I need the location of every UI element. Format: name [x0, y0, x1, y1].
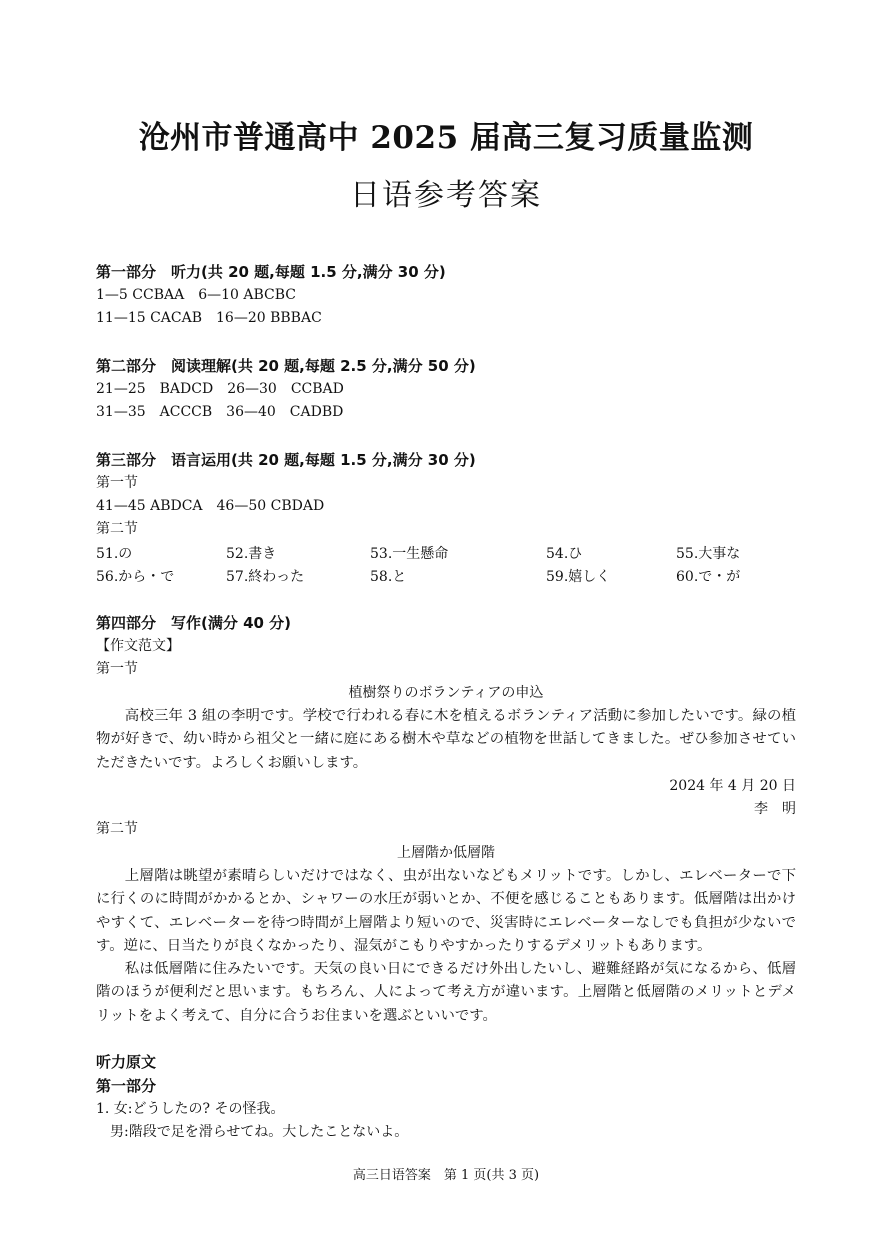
- essay1-paragraph: 高校三年 3 組の李明です。学校で行われる春に木を植えるボランティア活動に参加したいです。緑の植物が好きで、幼い時から祖父と一緒に庭にある樹木や草などの植物を世話してきました。ぜひ参加させていただきたいです。よろしくお願いします。: [96, 708, 796, 771]
- answer-cell: 59.嬉しく: [546, 569, 611, 585]
- part4-section1-label: 第一节: [96, 661, 138, 677]
- page-title: 沧州市普通高中 2025 届高三复习质量监测: [138, 120, 754, 156]
- dialogue-line: 1. 女:どうしたの? その怪我。: [96, 1101, 285, 1117]
- part4-section2: [96, 818, 796, 1028]
- answer-cell: 52.書き: [226, 546, 277, 562]
- answer-cell: 51.の: [96, 546, 133, 562]
- answer-cell: 53.一生懸命: [370, 546, 449, 562]
- part3-section1-answers: 41—45 ABDCA 46—50 CBDAD: [96, 498, 325, 514]
- part3-section1-label: 第一节: [96, 475, 138, 491]
- part4-section: [96, 611, 796, 821]
- part2-heading: 第二部分 阅读理解(共 20 题,每题 2.5 分,满分 50 分): [96, 357, 476, 375]
- page-subtitle: 日语参考答案: [350, 178, 542, 213]
- dialogue-line: 男:階段で足を滑らせてね。大したことないよ。: [110, 1124, 409, 1140]
- essay1-name: 李 明: [754, 800, 796, 817]
- essay2-paragraph: 私は低層階に住みたいです。天気の良い日にできるだけ外出したいし、避難経路が気になるから、低層階のほうが便利だと思います。もちろん、人によって考え方が違います。上層階と低層階のメリットとデメリットをよく考えて、自分に合うお住まいを選ぶといいです。: [96, 961, 796, 1024]
- answer-cell: 56.から・で: [96, 569, 175, 585]
- essay2-paragraph: 上層階は眺望が素晴らしいだけではなく、虫が出ないなどもメリットです。しかし、エレベーターで下に行くのに時間がかかるとか、シャワーの水圧が弱いとか、不便を感じることもあります。低層階は出かけやすくて、エレベーターを待つ時間が上層階より短いので、災害時にエレベーターなしでも負担が少ないです。逆に、日当たりが良くなかったり、湿気がこもりやすかったりするデメリットもあります。: [96, 868, 796, 954]
- essay1-title: 植樹祭りのボランティアの申込: [348, 685, 544, 701]
- part3-section: [96, 448, 796, 541]
- listening-part-label: 第一部分: [96, 1077, 157, 1095]
- part4-section2-label: 第二节: [96, 821, 138, 837]
- part1-heading: 第一部分 听力(共 20 题,每题 1.5 分,满分 30 分): [96, 263, 446, 281]
- answer-cell: 57.終わった: [226, 569, 305, 585]
- part2-section: [96, 354, 796, 424]
- page-footer: 高三日语答案 第 1 页(共 3 页): [352, 1168, 540, 1183]
- part4-heading: 第四部分 写作(满分 40 分): [96, 614, 292, 632]
- listening-transcript-section: [96, 1050, 796, 1144]
- part1-section: [96, 260, 796, 330]
- part1-answers-line: 1—5 CCBAA 6—10 ABCBC: [96, 287, 296, 303]
- part1-answers-line: 11—15 CACAB 16—20 BBBAC: [96, 310, 322, 326]
- answer-cell: 54.ひ: [546, 546, 583, 562]
- essay1-date: 2024 年 4 月 20 日: [669, 777, 796, 794]
- part3-section2-label: 第二节: [96, 521, 138, 537]
- listening-heading: 听力原文: [96, 1053, 157, 1071]
- part2-answers-line: 31—35 ACCCB 36—40 CADBD: [96, 404, 344, 420]
- answer-cell: 58.と: [370, 569, 407, 585]
- model-essay-label: 【作文范文】: [96, 638, 180, 654]
- part3-heading: 第三部分 语言运用(共 20 题,每题 1.5 分,满分 30 分): [96, 451, 476, 469]
- essay2-title: 上層階か低層階: [397, 845, 495, 861]
- part2-answers-line: 21—25 BADCD 26—30 CCBAD: [96, 381, 344, 397]
- answer-cell: 60.で・が: [676, 569, 741, 585]
- answer-cell: 55.大事な: [676, 546, 741, 562]
